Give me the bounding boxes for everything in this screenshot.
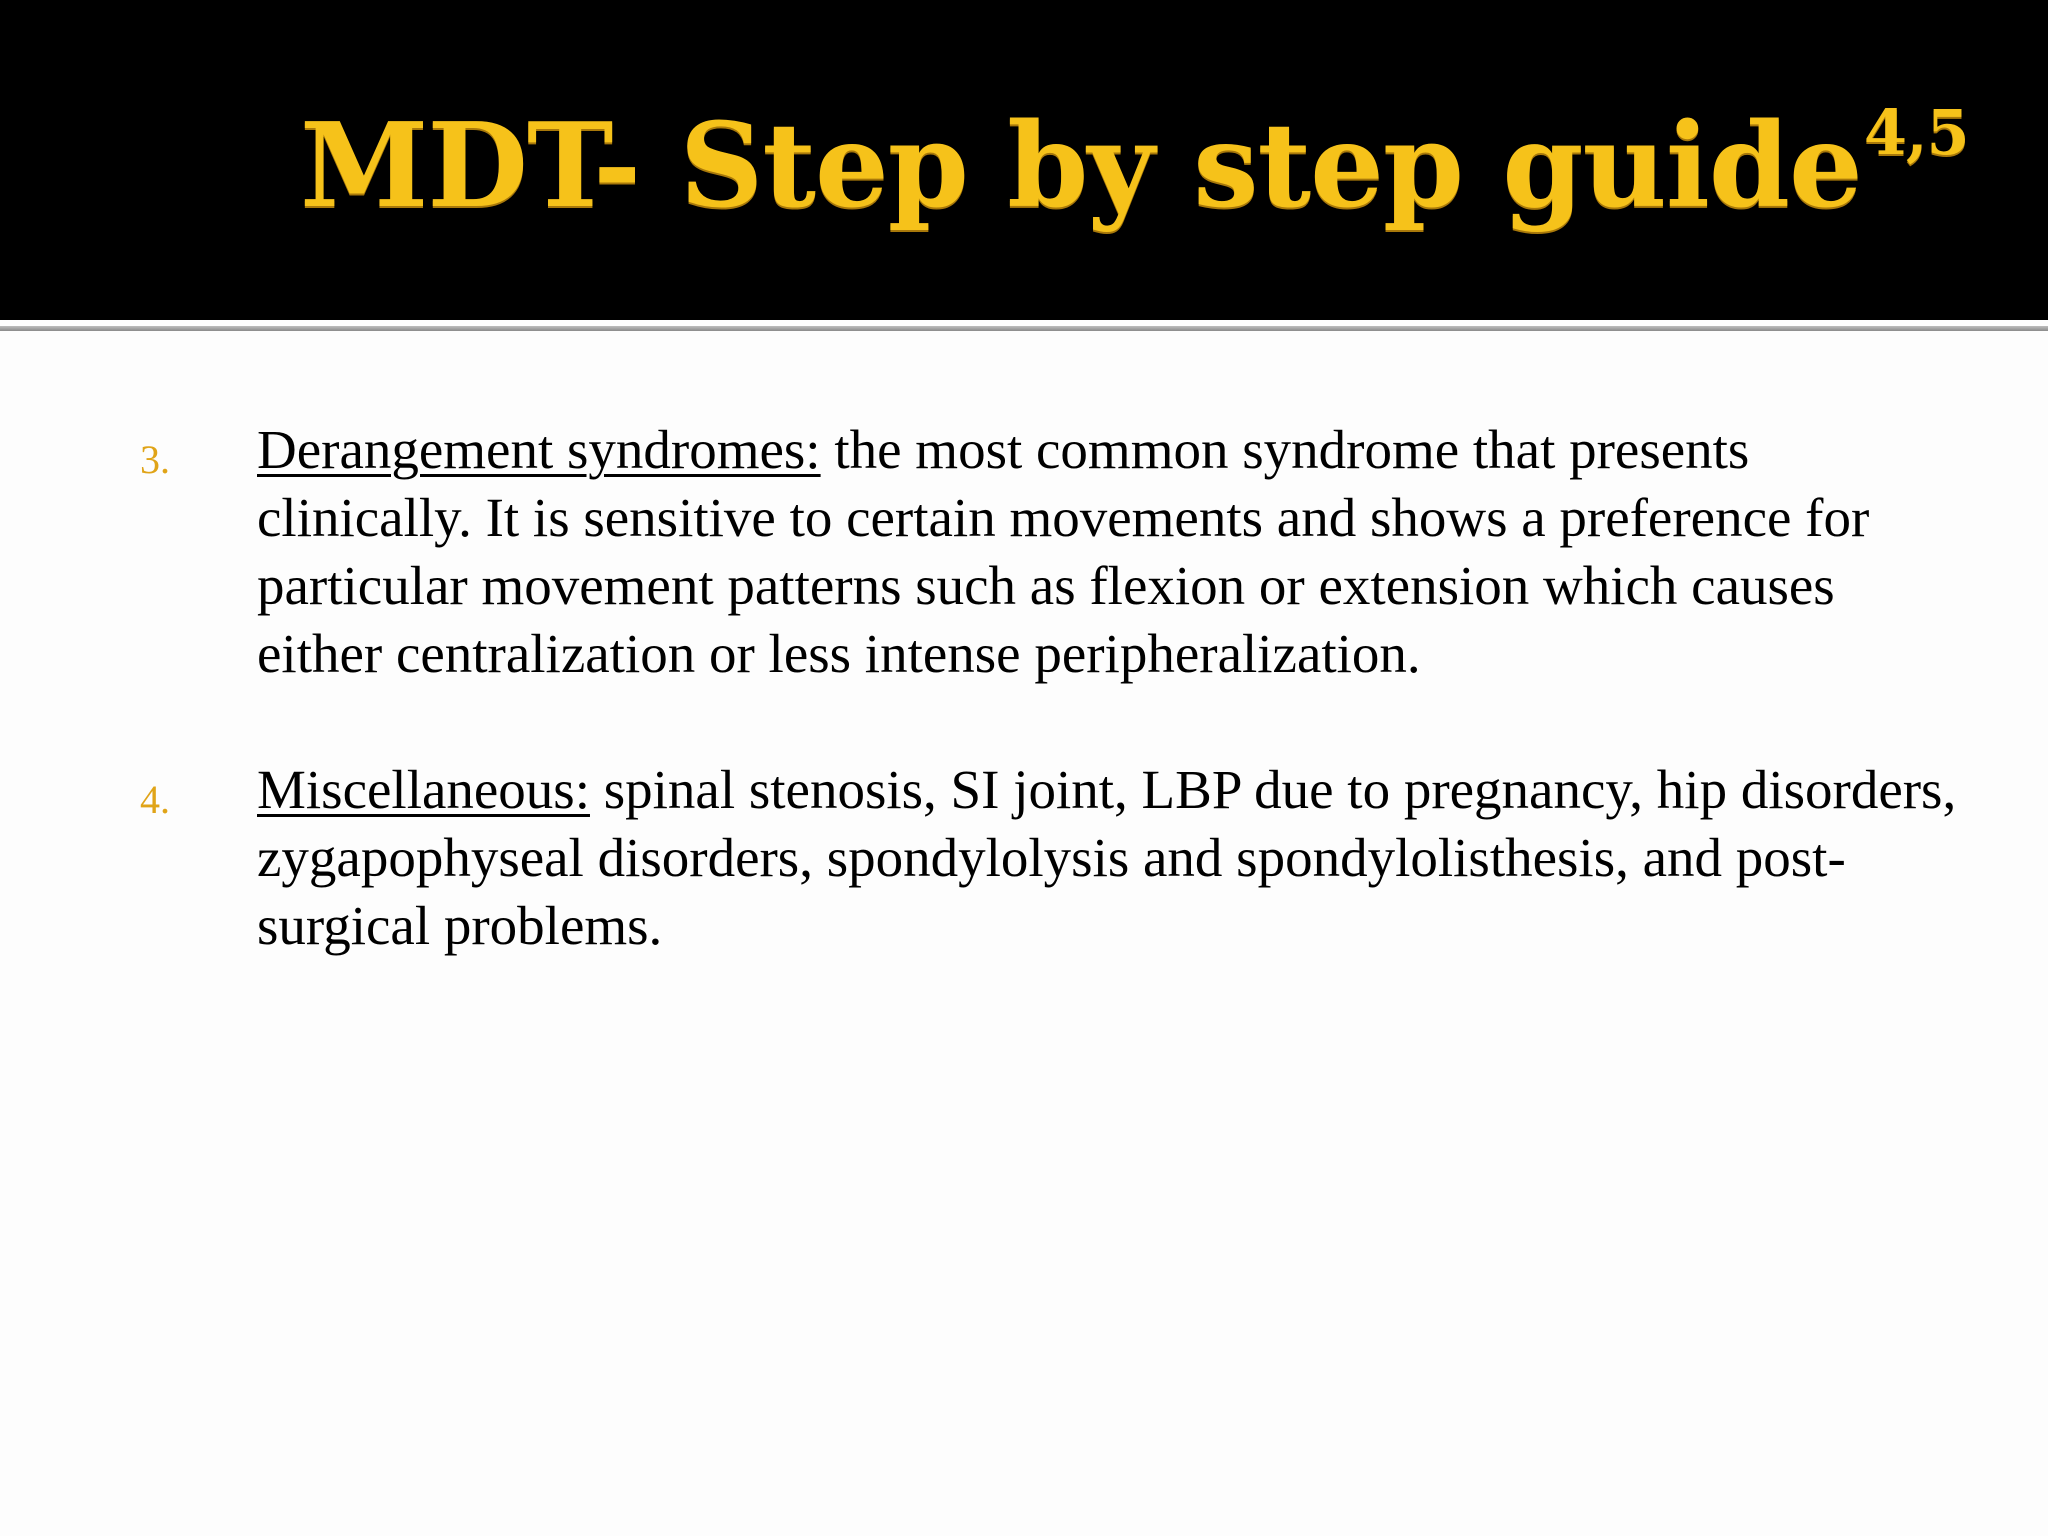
list-item-body [257, 756, 1957, 960]
list-item [0, 756, 2048, 960]
slide-title [300, 96, 1969, 234]
title-divider [0, 326, 2048, 331]
list-item-number: 3. [140, 437, 170, 482]
list-item [0, 416, 2048, 688]
title-citation-superscript: 4,5 [1863, 96, 1969, 169]
slide-title-text: MDT- Step by step guide [300, 98, 1862, 234]
list-item-term: Derangement syndromes: [257, 419, 821, 480]
title-bar [0, 0, 2048, 320]
slide-body [0, 416, 2048, 1028]
list-item-description: spinal stenosis, SI joint, LBP due to pregnancy, hip disorders, zygapophyseal disorders, spondylolysis and spondylolisthesis, and post-surgical problems. [257, 759, 1957, 956]
list-item-number: 4. [140, 777, 170, 822]
list-item-term: Miscellaneous: [257, 759, 590, 820]
list-item-body [257, 416, 1957, 688]
list-item-description: the most common syndrome that presents clinically. It is sensitive to certain movements and shows a preference for particular movement patterns such as flexion or extension which causes either centralization or less intense peripheralization. [257, 419, 1870, 684]
